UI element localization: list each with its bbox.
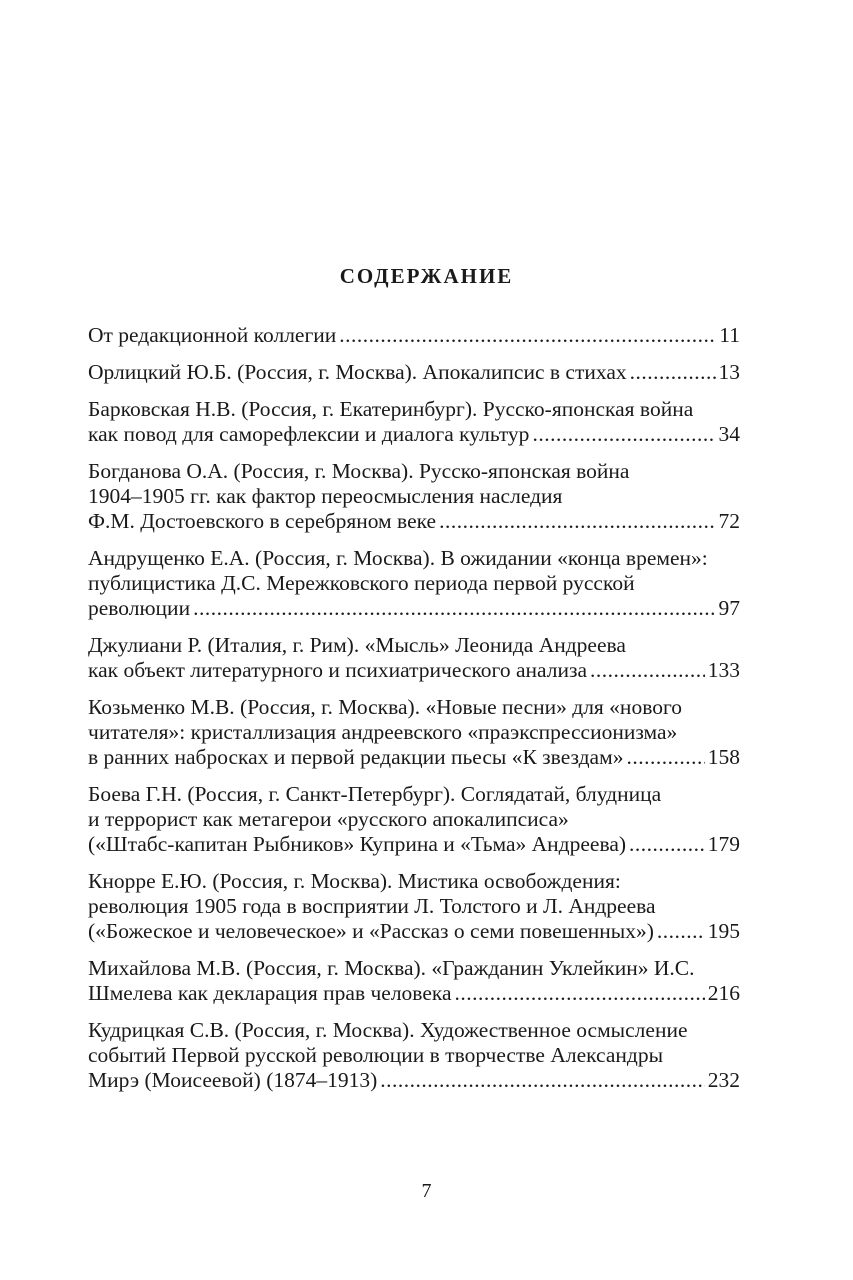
toc-entry-last-line bbox=[88, 323, 740, 348]
table-of-contents bbox=[88, 323, 740, 1105]
toc-entry[interactable] bbox=[88, 633, 740, 683]
toc-entry-line: Барковская Н.В. (Россия, г. Екатеринбург). Русско-японская война bbox=[88, 397, 694, 421]
toc-entry-line: Ф.М. Достоевского в серебряном веке bbox=[88, 509, 437, 533]
toc-entry-line: Орлицкий Ю.Б. (Россия, г. Москва). Апокалипсис в стихах bbox=[88, 360, 627, 384]
toc-entry[interactable] bbox=[88, 782, 740, 857]
toc-entry-line: («Штабс-капитан Рыбников» Куприна и «Тьма» Андреева) bbox=[88, 832, 627, 856]
toc-entry[interactable] bbox=[88, 869, 740, 944]
toc-entry[interactable] bbox=[88, 956, 740, 1006]
toc-entry-line: событий Первой русской революции в творчестве Александры bbox=[88, 1043, 664, 1067]
toc-page-number: 216 bbox=[707, 981, 740, 1005]
toc-entry-line: Михайлова М.В. (Россия, г. Москва). «Гражданин Уклейкин» И.С. bbox=[88, 956, 695, 980]
toc-entry-line: («Божеское и человеческое» и «Рассказ о семи повешенных») bbox=[88, 919, 654, 943]
toc-entry-line: революция 1905 года в восприятии Л. Толстого и Л. Андреева bbox=[88, 894, 656, 918]
toc-entry-line: публицистика Д.С. Мережковского периода первой русской bbox=[88, 571, 635, 595]
toc-entry-line: как объект литературного и психиатрического анализа bbox=[88, 658, 588, 682]
toc-entry-line: Богданова О.А. (Россия, г. Москва). Русско-японская война bbox=[88, 459, 630, 483]
toc-page-number: 72 bbox=[718, 509, 740, 533]
toc-entry-last-line bbox=[88, 745, 740, 770]
toc-entry-last-line bbox=[88, 981, 740, 1006]
dot-leader bbox=[657, 919, 705, 944]
toc-page-number: 158 bbox=[707, 745, 740, 769]
toc-entry-last-line bbox=[88, 422, 740, 447]
toc-entry-last-line bbox=[88, 360, 740, 385]
toc-entry[interactable] bbox=[88, 459, 740, 534]
toc-entry-line: Кудрицкая С.В. (Россия, г. Москва). Художественное осмысление bbox=[88, 1018, 688, 1042]
toc-entry[interactable] bbox=[88, 360, 740, 385]
toc-page-number: 232 bbox=[707, 1068, 740, 1092]
dot-leader bbox=[630, 360, 716, 385]
dot-leader bbox=[532, 422, 715, 447]
toc-entry-line: 1904–1905 гг. как фактор переосмысления наследия bbox=[88, 484, 563, 508]
dot-leader bbox=[193, 596, 715, 621]
toc-entry-line: Боева Г.Н. (Россия, г. Санкт-Петербург). Соглядатай, блудница bbox=[88, 782, 662, 806]
toc-entry-line: Мирэ (Моисеевой) (1874–1913) bbox=[88, 1068, 378, 1092]
toc-entry-line: Кнорре Е.Ю. (Россия, г. Москва). Мистика освобождения: bbox=[88, 869, 621, 893]
toc-entry-line: Джулиани Р. (Италия, г. Рим). «Мысль» Леонида Андреева bbox=[88, 633, 626, 657]
toc-entry-line: От редакционной коллегии bbox=[88, 323, 337, 347]
dot-leader bbox=[590, 658, 705, 683]
toc-page-number: 11 bbox=[719, 323, 740, 347]
dot-leader bbox=[629, 832, 705, 857]
toc-page-number: 34 bbox=[718, 422, 740, 446]
toc-entry-last-line bbox=[88, 1068, 740, 1093]
dot-leader bbox=[626, 745, 704, 770]
dot-leader bbox=[380, 1068, 704, 1093]
toc-entry[interactable] bbox=[88, 695, 740, 770]
toc-entry-line: Козьменко М.В. (Россия, г. Москва). «Новые песни» для «нового bbox=[88, 695, 682, 719]
dot-leader bbox=[455, 981, 705, 1006]
toc-entry-line: революции bbox=[88, 596, 191, 620]
toc-entry-line: читателя»: кристаллизация андреевского «праэкспрессионизма» bbox=[88, 720, 678, 744]
toc-page-number: 13 bbox=[718, 360, 740, 384]
toc-entry[interactable] bbox=[88, 323, 740, 348]
toc-entry-line: в ранних набросках и первой редакции пьесы «К звездам» bbox=[88, 745, 624, 769]
toc-entry-last-line bbox=[88, 596, 740, 621]
toc-entry-line: как повод для саморефлексии и диалога культур bbox=[88, 422, 530, 446]
toc-page-number: 179 bbox=[707, 832, 740, 856]
toc-entry[interactable] bbox=[88, 397, 740, 447]
toc-entry-last-line bbox=[88, 658, 740, 683]
toc-page-number: 97 bbox=[718, 596, 740, 620]
toc-entry-line: и террорист как метагерои «русского апокалипсиса» bbox=[88, 807, 569, 831]
dot-leader bbox=[339, 323, 716, 348]
dot-leader bbox=[439, 509, 715, 534]
toc-entry-last-line bbox=[88, 919, 740, 944]
page-title: СОДЕРЖАНИЕ bbox=[339, 264, 514, 288]
toc-entry-last-line bbox=[88, 509, 740, 534]
toc-entry-last-line bbox=[88, 832, 740, 857]
toc-page-number: 195 bbox=[707, 919, 740, 943]
page-number: 7 bbox=[421, 1180, 432, 1202]
toc-entry[interactable] bbox=[88, 546, 740, 621]
toc-entry[interactable] bbox=[88, 1018, 740, 1093]
toc-entry-line: Шмелева как декларация прав человека bbox=[88, 981, 452, 1005]
toc-entry-line: Андрущенко Е.А. (Россия, г. Москва). В ожидании «конца времен»: bbox=[88, 546, 708, 570]
toc-page-number: 133 bbox=[707, 658, 740, 682]
